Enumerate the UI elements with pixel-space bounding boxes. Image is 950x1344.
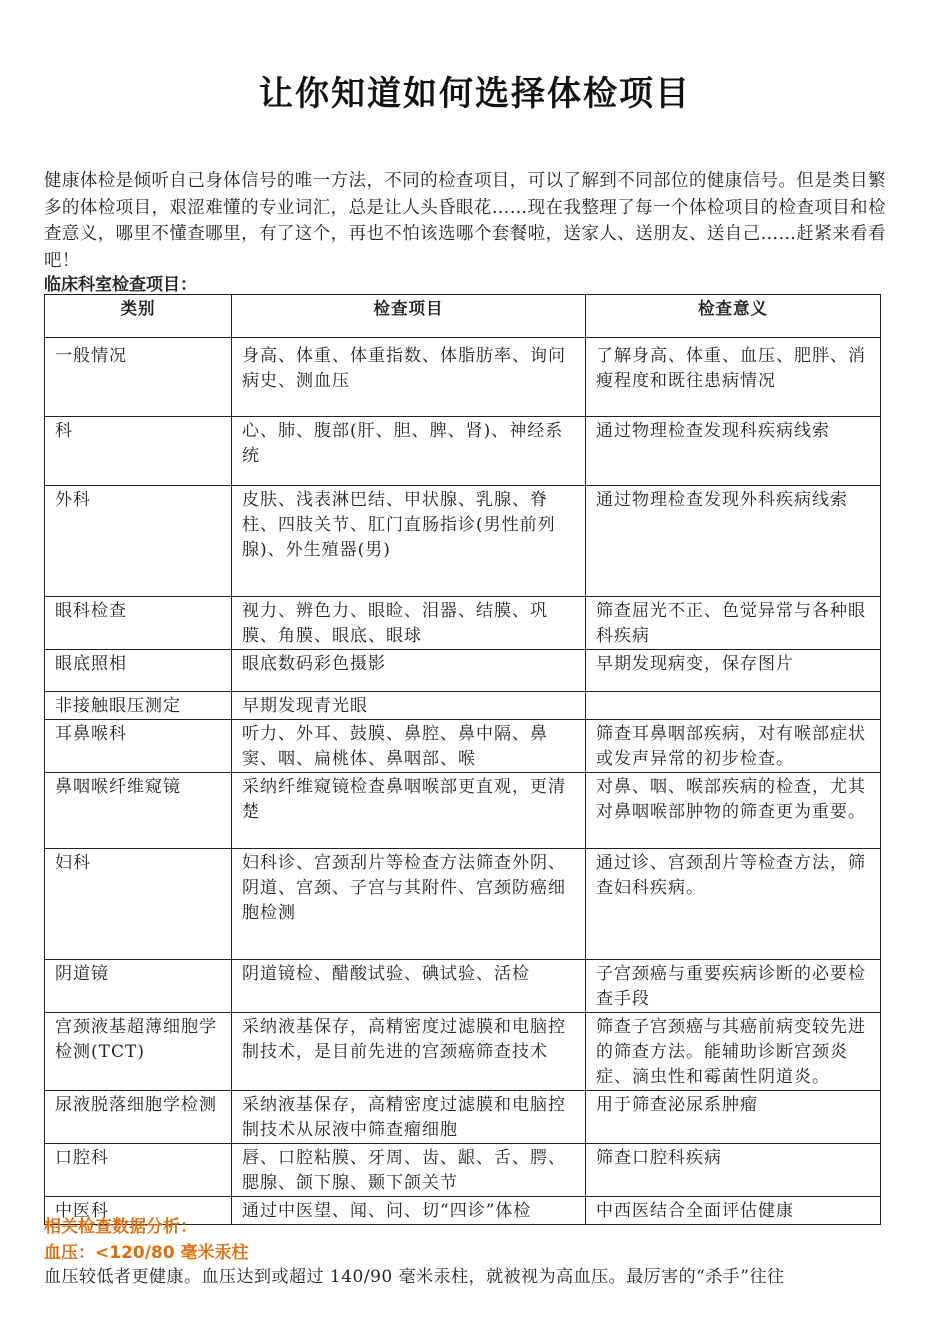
cell-meaning: 早期发现病变，保存图片 — [586, 650, 881, 692]
cell-category: 科 — [45, 417, 232, 486]
table-row — [45, 486, 881, 597]
cell-category: 耳鼻喉科 — [45, 720, 232, 773]
cell-category: 口腔科 — [45, 1144, 232, 1197]
cell-items: 采纳纤维窥镜检查鼻咽喉部更直观，更清楚 — [232, 773, 586, 849]
table-row — [45, 1091, 881, 1144]
table-row — [45, 1013, 881, 1091]
section-label-clinical: 临床科室检查项目： — [44, 275, 197, 295]
cell-items: 皮肤、浅表淋巴结、甲状腺、乳腺、脊柱、四肢关节、肛门直肠指诊(男性前列腺)、外生殖器(男) — [232, 486, 586, 597]
table-row — [45, 692, 881, 720]
blood-pressure-title: 血压：<120/80 毫米汞柱 — [44, 1243, 249, 1263]
cell-items: 身高、体重、体重指数、体脂肪率、询问病史、测血压 — [232, 338, 586, 417]
cell-items: 妇科诊、宫颈刮片等检查方法筛查外阴、阴道、宫颈、子宫与其附件、宫颈防癌细胞检测 — [232, 849, 586, 960]
cell-meaning: 通过物理检查发现科疾病线索 — [586, 417, 881, 486]
cell-category: 一般情况 — [45, 338, 232, 417]
cell-items: 听力、外耳、鼓膜、鼻腔、鼻中隔、鼻窦、咽、扁桃体、鼻咽部、喉 — [232, 720, 586, 773]
cell-meaning: 对鼻、咽、喉部疾病的检查，尤其对鼻咽喉部肿物的筛查更为重要。 — [586, 773, 881, 849]
table-row — [45, 1144, 881, 1197]
header-items: 检查项目 — [232, 295, 586, 338]
table-row — [45, 417, 881, 486]
cell-category: 眼底照相 — [45, 650, 232, 692]
cell-category: 非接触眼压测定 — [45, 692, 232, 720]
cell-items: 通过中医望、闻、问、切“四诊”体检 — [232, 1197, 586, 1225]
cell-meaning: 中西医结合全面评估健康 — [586, 1197, 881, 1225]
table-row — [45, 849, 881, 960]
cell-meaning: 通过物理检查发现外科疾病线索 — [586, 486, 881, 597]
cell-items: 采纳液基保存，高精密度过滤膜和电脑控制技术，是目前先进的宫颈癌筛查技术 — [232, 1013, 586, 1091]
cell-meaning: 筛查口腔科疾病 — [586, 1144, 881, 1197]
cell-meaning: 了解身高、体重、血压、肥胖、消瘦程度和既往患病情况 — [586, 338, 881, 417]
cell-items: 采纳液基保存，高精密度过滤膜和电脑控制技术从尿液中筛查瘤细胞 — [232, 1091, 586, 1144]
table-row — [45, 960, 881, 1013]
exam-table — [44, 294, 881, 1225]
cell-category: 外科 — [45, 486, 232, 597]
table-row — [45, 338, 881, 417]
cell-items: 心、肺、腹部(肝、胆、脾、肾)、神经系统 — [232, 417, 586, 486]
cell-meaning — [586, 692, 881, 720]
cell-meaning: 筛查屈光不正、色觉异常与各种眼科疾病 — [586, 597, 881, 650]
cell-meaning: 用于筛查泌尿系肿瘤 — [586, 1091, 881, 1144]
cell-category: 阴道镜 — [45, 960, 232, 1013]
header-meaning: 检查意义 — [586, 295, 881, 338]
table-row — [45, 597, 881, 650]
page-title: 让你知道如何选择体检项目 — [259, 74, 691, 114]
table-row — [45, 650, 881, 692]
table-row — [45, 720, 881, 773]
table-row — [45, 773, 881, 849]
cell-category: 眼科检查 — [45, 597, 232, 650]
blood-pressure-text: 血压较低者更健康。血压达到或超过 140/90 毫米汞柱，就被视为高血压。最厉害的“杀手”往往 — [44, 1267, 785, 1287]
cell-category: 尿液脱落细胞学检测 — [45, 1091, 232, 1144]
cell-items: 视力、辨色力、眼睑、泪器、结膜、巩膜、角膜、眼底、眼球 — [232, 597, 586, 650]
cell-category: 妇科 — [45, 849, 232, 960]
table-header-row — [45, 295, 881, 338]
cell-category: 鼻咽喉纤维窥镜 — [45, 773, 232, 849]
cell-meaning: 子宫颈癌与重要疾病诊断的必要检查手段 — [586, 960, 881, 1013]
cell-items: 眼底数码彩色摄影 — [232, 650, 586, 692]
cell-meaning: 筛查子宫颈癌与其癌前病变较先进的筛查方法。能辅助诊断宫颈炎症、滴虫性和霉菌性阴道炎。 — [586, 1013, 881, 1091]
header-category: 类别 — [45, 295, 232, 338]
cell-items: 阴道镜检、醋酸试验、碘试验、活检 — [232, 960, 586, 1013]
cell-meaning: 筛查耳鼻咽部疾病，对有喉部症状或发声异常的初步检查。 — [586, 720, 881, 773]
intro-paragraph: 健康体检是倾听自己身体信号的唯一方法，不同的检查项目，可以了解到不同部位的健康信号。但是类目繁多的体检项目，艰涩难懂的专业词汇，总是让人头昏眼花……现在我整理了每一个体检项目的检查项目和检查意义，哪里不懂查哪里，有了这个，再也不怕该选哪个套餐啦，送家人、送朋友、送自己……赶紧来看看吧！ — [44, 171, 886, 271]
cell-category: 中医科 — [45, 1197, 232, 1225]
analysis-section-title: 相关检查数据分析： — [44, 1217, 197, 1237]
cell-items: 唇、口腔粘膜、牙周、齿、龈、舌、腭、腮腺、颌下腺、颞下颌关节 — [232, 1144, 586, 1197]
cell-items: 早期发现青光眼 — [232, 692, 586, 720]
cell-meaning: 通过诊、宫颈刮片等检查方法，筛查妇科疾病。 — [586, 849, 881, 960]
cell-category: 宫颈液基超薄细胞学检测(TCT) — [45, 1013, 232, 1091]
